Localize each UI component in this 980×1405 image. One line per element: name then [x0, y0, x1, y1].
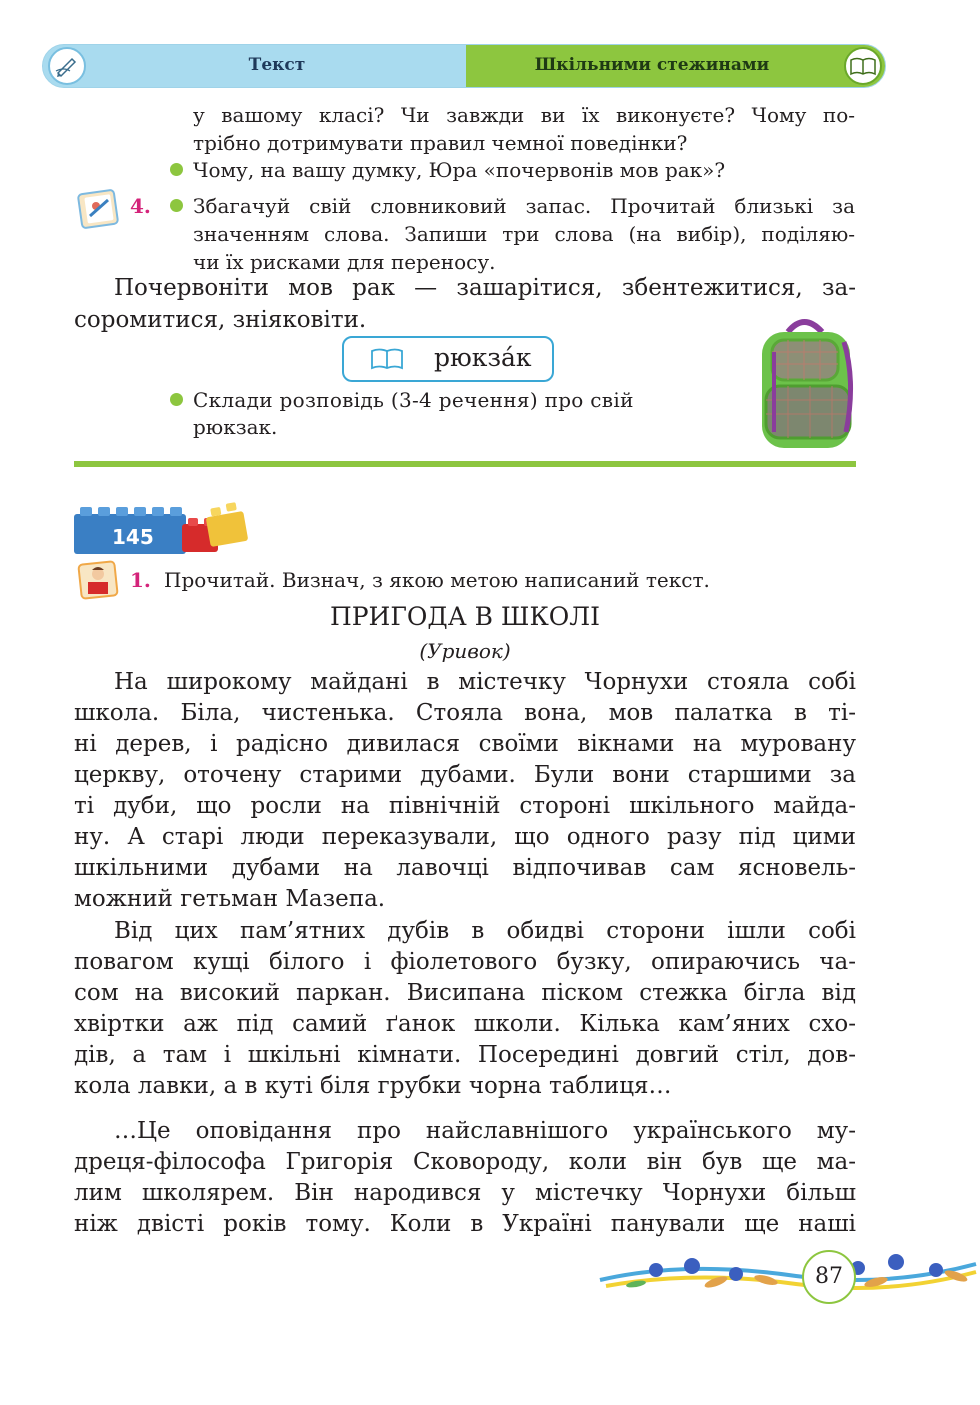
story-line: хвіртки аж під самий ґанок школи. Кілька кам’яних схо-: [74, 1011, 856, 1037]
story-line: ті дуби, що росли на північній стороні шкільного майда-: [74, 793, 856, 819]
task1-text: Прочитай. Визнач, з якою метою написаний текст.: [164, 568, 710, 592]
writing-task-icon: [76, 186, 122, 230]
story-line: ну. А старі люди переказували, що одного разу під цими: [74, 824, 856, 850]
story-line: церкву, оточену старими дубами. Були вони старшими за: [74, 762, 856, 788]
story-line: Від цих пам’ятних дубів в обидві сторони ішли собі: [114, 918, 856, 944]
floral-ribbon-decoration: [596, 1240, 980, 1310]
section-divider: [74, 461, 856, 467]
backpack-illustration: [748, 312, 860, 452]
story-line: сом на високий паркан. Висипана піском стежка бігла від: [74, 980, 856, 1006]
bullet: [170, 393, 183, 406]
lesson-number: 145: [112, 525, 154, 549]
reading-task-icon: [76, 560, 122, 600]
task4-line-1: Збагачуй свій словниковий запас. Прочитай близькі за: [193, 194, 855, 218]
page-header: [42, 44, 886, 88]
vocabulary-word-box: [342, 336, 554, 382]
story-line: кола лавки, а в куті біля грубки чорна таблиця…: [74, 1073, 672, 1099]
pen-writing-icon: [48, 47, 86, 85]
bullet: [170, 199, 183, 212]
continuation-line-1: у вашому класі? Чи завжди ви їх виконуєте? Чому по-: [193, 103, 855, 127]
story-line: повагом кущі білого і фіолетового бузку, опираючись ча-: [74, 949, 856, 975]
page-number-badge: [802, 1250, 856, 1304]
story-line: …Це оповідання про найславнішого українського му-: [114, 1118, 856, 1144]
compose-line-1: Склади розповідь (3-4 речення) про свій: [193, 388, 634, 412]
compose-line-2: рюкзак.: [193, 415, 278, 439]
story-line: шкільними дубами на лавочці відпочивав сам ясновель-: [74, 855, 856, 881]
phrase-line-2: соромитися, зніяковіти.: [74, 307, 367, 333]
story-title: ПРИГОДА В ШКОЛІ: [329, 602, 601, 631]
bullet: [170, 163, 183, 176]
story-line: На широкому майдані в містечку Чорнухи стояла собі: [114, 669, 856, 695]
section-title-right: Шкільними стежинами: [534, 55, 770, 75]
story-line: лим школярем. Він народився у містечку Чорнухи більш: [74, 1180, 856, 1206]
story-line: можний гетьман Мазепа.: [74, 886, 386, 912]
open-book-icon: [844, 47, 882, 85]
continuation-line-2: трібно дотримувати правил чемної поведінки?: [193, 131, 688, 155]
lesson-number-badge: [72, 502, 252, 556]
phrase-line-1: Почервоніти мов рак — зашарітися, збентежитися, за-: [114, 275, 856, 301]
story-line: ні дерев, і радісно дивилася своїми вікнами на муровану: [74, 731, 856, 757]
task4-line-3: чи їх рисками для переносу.: [193, 250, 496, 274]
task4-line-2: значенням слова. Запиши три слова (на вибір), поділяю-: [193, 222, 855, 246]
question-bullet: Чому, на вашу думку, Юра «почервонів мов рак»?: [193, 158, 726, 182]
task-number-4: 4.: [130, 194, 151, 218]
page-number: 87: [815, 1264, 843, 1289]
section-title-left: Текст: [248, 55, 306, 75]
story-line: ніж двісті років тому. Коли в Україні панували ще наші: [74, 1211, 856, 1237]
story-subtitle: (Уривок): [419, 639, 511, 663]
task-number-1: 1.: [130, 568, 151, 592]
vocabulary-word: рюкза́к: [434, 343, 532, 372]
story-line: школа. Біла, чистенька. Стояла вона, мов палатка в ті-: [74, 700, 856, 726]
story-line: дів, а там і шкільні кімнати. Посередині довгий стіл, дов-: [74, 1042, 856, 1068]
open-book-icon: [370, 347, 404, 371]
story-line: дреця-філософа Григорія Сковороду, коли він був ще ма-: [74, 1149, 856, 1175]
